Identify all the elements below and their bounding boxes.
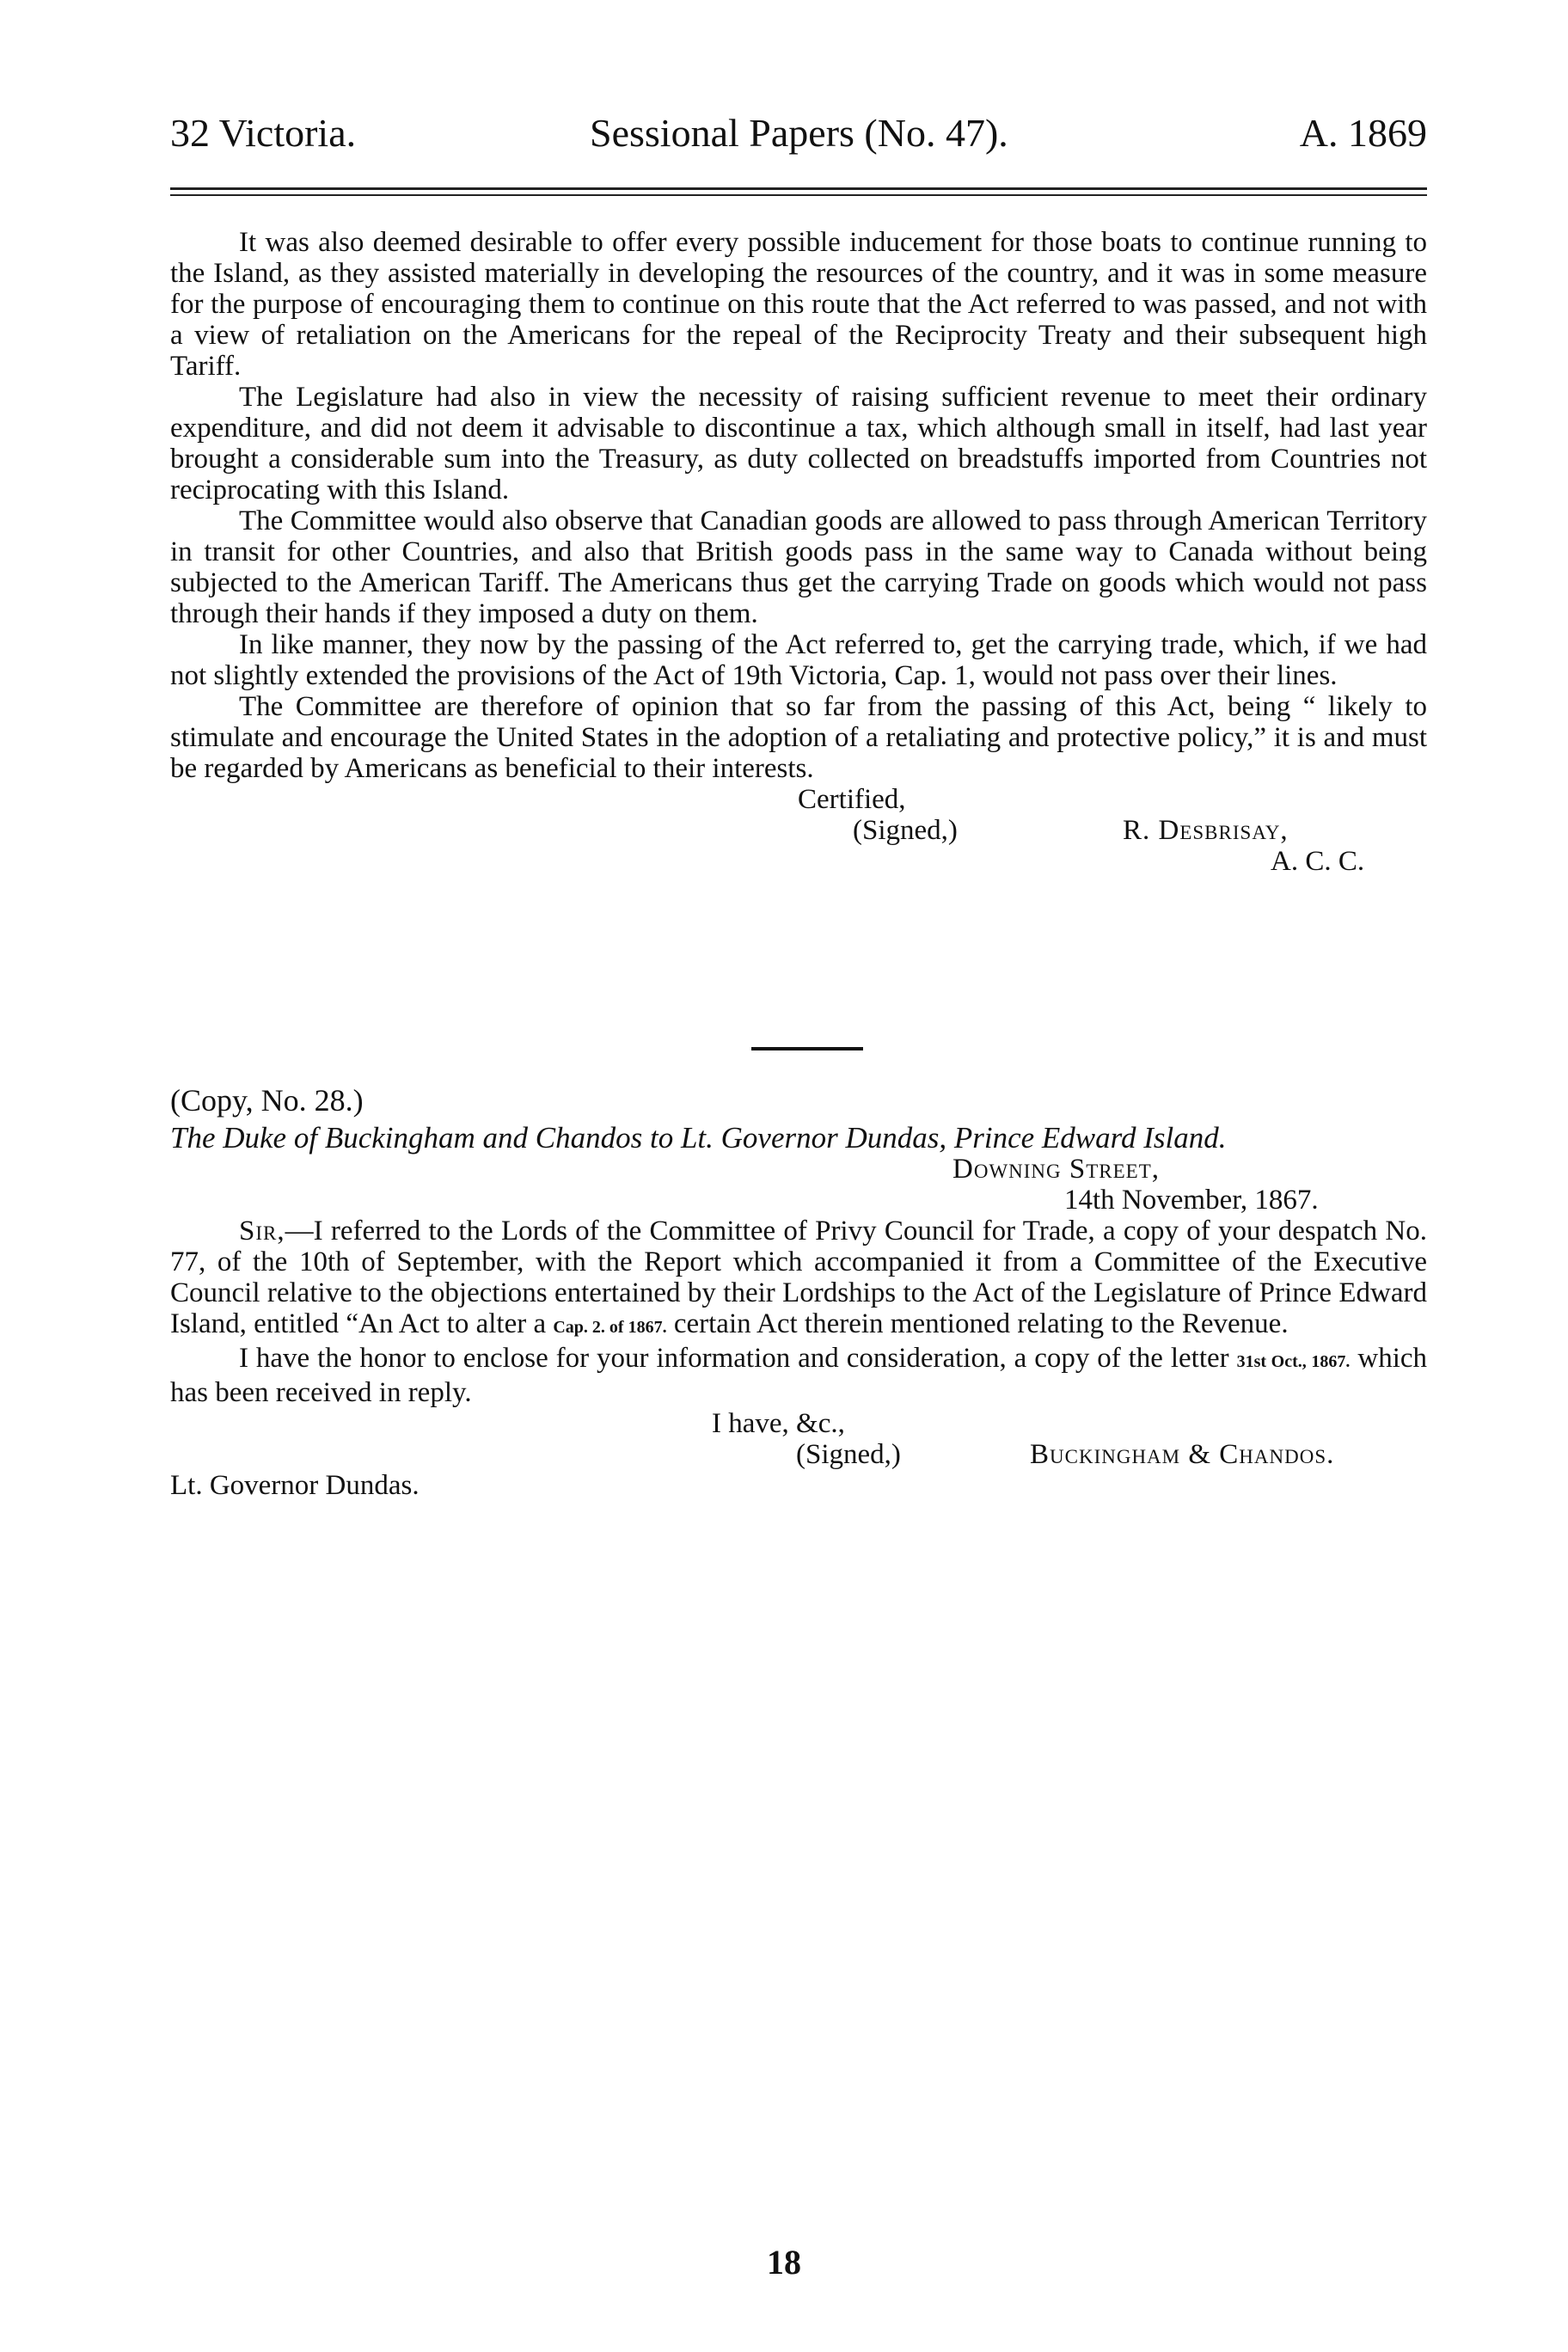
letter-date: 14th November, 1867. xyxy=(1064,1185,1319,1216)
report-body xyxy=(170,227,1427,877)
salutation: Sir, xyxy=(239,1216,285,1246)
signed-text: (Signed,) xyxy=(853,815,958,846)
signed-text: (Signed,) xyxy=(796,1439,901,1470)
paragraph: The Committee would also observe that Canadian goods are allowed to pass through American Territory in transit for other Countries, and also that British goods pass in the same way to Canada without being subjected to the American Tariff. The Americans thus get the carrying Trade on goods which would not pass through their hands if they imposed a duty on them. xyxy=(170,505,1427,629)
letter-paragraph-text: which has been received in reply. xyxy=(170,1343,1428,1408)
signatory-name: R. Desbrisay, xyxy=(1123,815,1289,846)
running-header xyxy=(170,110,1427,162)
page-number: 18 xyxy=(767,2243,801,2282)
copy-label: (Copy, No. 28.) xyxy=(170,1083,364,1118)
letter-place-line xyxy=(170,1154,1427,1185)
header-year: A. 1869 xyxy=(1299,111,1427,155)
letter-signature-line xyxy=(170,1439,1427,1470)
header-rule-top xyxy=(170,187,1427,190)
addressee: Lt. Governor Dundas. xyxy=(170,1470,420,1501)
certified-line xyxy=(170,784,1427,815)
signature-line xyxy=(170,815,1427,846)
paragraph: In like manner, they now by the passing of the Act referred to, get the carrying trade, which, if we had not slightly extended the provisions of the Act of 19th Victoria, Cap. 1, would not pass over their lines. xyxy=(170,629,1427,691)
paragraph: The Legislature had also in view the necessity of raising sufficient revenue to meet their ordinary expenditure, and did not deem it advisable to discontinue a tax, which although small in itself, had last year brought a considerable sum into the Treasury, as duty collected on breadstuffs imported from Countries not reciprocating with this Island. xyxy=(170,382,1427,505)
letter-paragraph xyxy=(170,1343,1427,1408)
paragraph: The Committee are therefore of opinion that so far from the passing of this Act, being “ likely to stimulate and encourage the United States in the adoption of a retaliating and protective policy,” it is and must be regarded by Americans as beneficial to their interests. xyxy=(170,691,1427,784)
header-rule-bottom xyxy=(170,194,1427,196)
letter-paragraph-text: —I referred to the Lords of the Committee of Privy Council for Trade, a copy of your despatch No. 77, of the 10th of September, with the Report which accompanied it from a Committee of the Executive Council relative to the objections entertained by their Lordships to the Act of the Legislature of Prince Edward Island, entitled “An Act to alter a xyxy=(170,1216,1427,1339)
header-regnal-year: 32 Victoria. xyxy=(170,111,357,155)
closing-text: I have, &c., xyxy=(712,1408,845,1439)
certified-text: Certified, xyxy=(798,784,906,815)
letter-section xyxy=(170,1085,1427,1501)
letter-paragraph xyxy=(170,1216,1427,1343)
letter-date-line xyxy=(170,1185,1427,1216)
letter-paragraph-text: I have the honor to enclose for your information and consideration, a copy of the letter xyxy=(239,1343,1229,1374)
signatory-title: A. C. C. xyxy=(1271,846,1365,877)
margin-note: 31st Oct., 1867. xyxy=(1236,1352,1351,1371)
header-series-title: Sessional Papers (No. 47). xyxy=(590,111,1008,155)
letter-place: Downing Street, xyxy=(952,1154,1161,1185)
signatory-title-line xyxy=(170,846,1427,877)
closing-line xyxy=(170,1408,1427,1439)
margin-note: Cap. 2. of 1867. xyxy=(553,1318,667,1337)
section-divider xyxy=(751,1047,863,1050)
letter-title: The Duke of Buckingham and Chandos to Lt. Governor Dundas, Prince Edward Island. xyxy=(170,1121,1227,1155)
signer-name: Buckingham & Chandos. xyxy=(1030,1439,1335,1470)
addressee-line xyxy=(170,1470,1427,1501)
paragraph: It was also deemed desirable to offer every possible inducement for those boats to continue running to the Island, as they assisted materially in developing the resources of the country, and it was in some measure for the purpose of encouraging them to continue on this route that the Act referred to was passed, and not with a view of retaliation on the Americans for the repeal of the Reciprocity Treaty and their subsequent high Tariff. xyxy=(170,227,1427,382)
letter-paragraph-text: certain Act therein mentioned relating to the Revenue. xyxy=(673,1308,1289,1339)
